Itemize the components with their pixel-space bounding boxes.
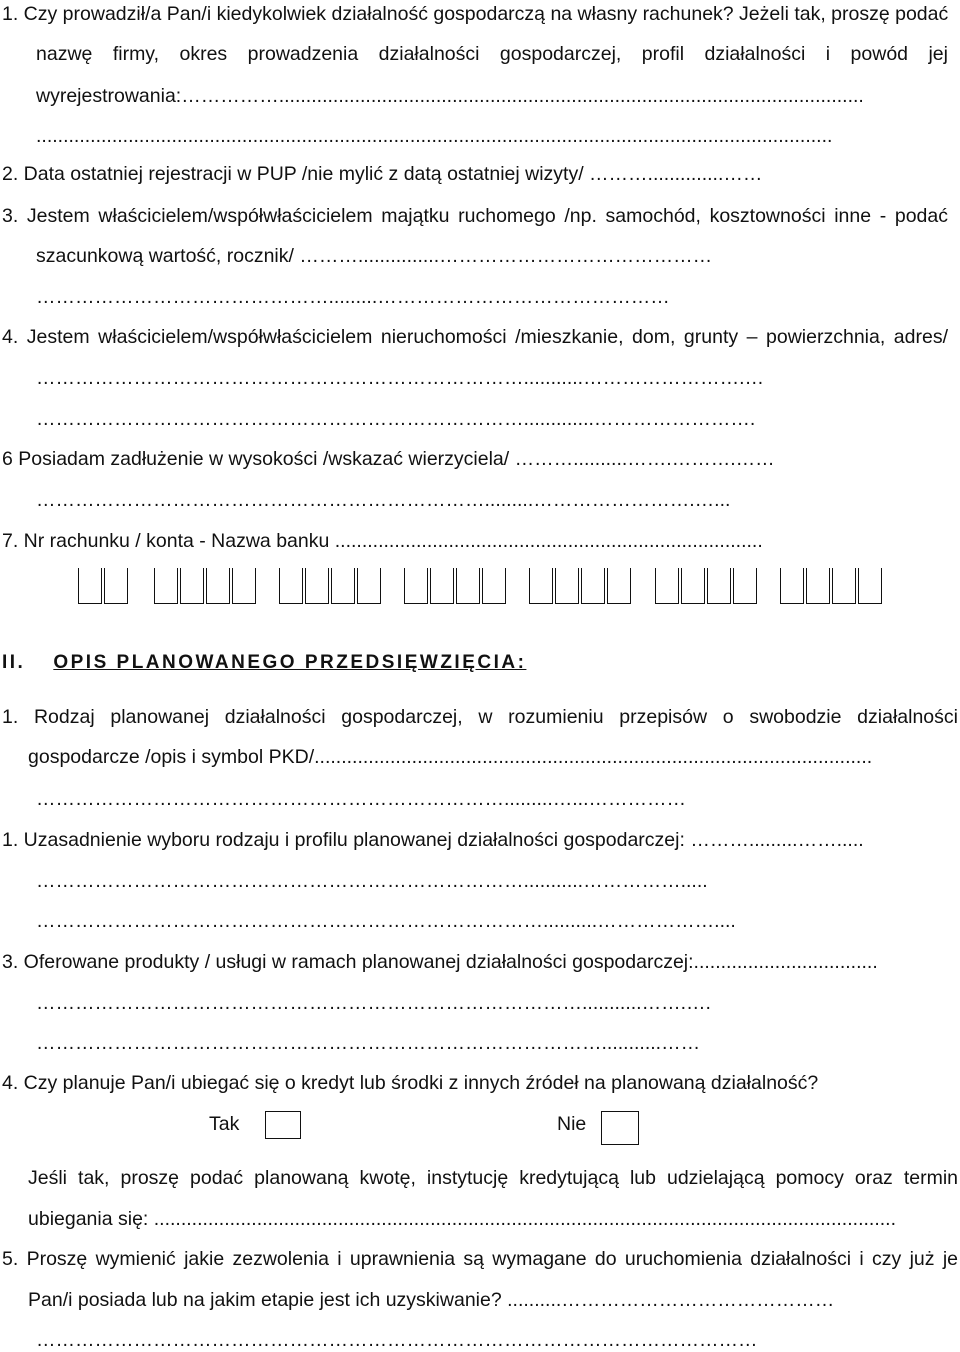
q3-line-1: 3. Jestem właścicielem/współwłaścicielem majątku ruchomego /np. samochód, kosztowności inne - podać (2, 205, 948, 227)
no-label: Nie (557, 1113, 587, 1135)
account-group-5[interactable] (529, 568, 633, 606)
section-heading (2, 652, 526, 674)
q6-answer-line[interactable]: …………………………………………………………….........…………………….…... (36, 489, 731, 511)
q1-line-1: 1. Czy prowadził/a Pan/i kiedykolwiek działalność gospodarczą na własny rachunek? Jeżeli tak, proszę podać (2, 3, 949, 25)
account-group-3[interactable] (279, 568, 383, 606)
q3-answer-line-2[interactable]: ……………………………………….........……………………………………… (36, 286, 670, 308)
yes-label: Tak (209, 1113, 240, 1135)
s5-line-1: 5. Proszę wymienić jakie zezwolenia i uprawnienia są wymagane do uruchomienia działalności i czy już je (2, 1248, 958, 1270)
yes-checkbox[interactable] (265, 1111, 301, 1139)
s1-line-2[interactable]: gospodarcze /opis i symbol PKD/....................................................................................................... (28, 746, 873, 768)
section-title: OPIS PLANOWANEGO PRZEDSIĘWZIĘCIA: (53, 652, 527, 673)
q1-answer-line-1[interactable]: wyrejestrowania:……………............................................................................................................ (36, 85, 864, 107)
q4-answer-line-1[interactable]: …………………………………………………………………...........…………………….… (36, 367, 765, 389)
no-checkbox[interactable] (601, 1111, 639, 1145)
s2-line-1[interactable]: 1. Uzasadnienie wyboru rodzaju i profilu planowanej działalności gospodarczej: ……….........……..... (2, 829, 864, 851)
account-group-6[interactable] (655, 568, 759, 606)
s2-answer-line-1[interactable]: …………………………………………………………………...........……………..... (36, 870, 708, 892)
s1-line-1: 1. Rodzaj planowanej działalności gospodarczej, w rozumieniu przepisów o swobodzie działalności (2, 706, 958, 728)
s3-answer-line-2[interactable]: ……………………………………………………………………………...........…… (36, 1032, 701, 1054)
q3-answer-line-1[interactable]: szacunkową wartość, rocznik/ ………...............…………………………………… (36, 245, 713, 267)
account-group-1[interactable] (78, 568, 132, 606)
q1-line-2: nazwę firmy, okres prowadzenia działalności gospodarczej, profil działalności i powód jej (36, 43, 948, 65)
s4-question: 4. Czy planuje Pan/i ubiegać się o kredyt lub środki z innych źródeł na planowaną działalność? (2, 1072, 819, 1094)
s2-answer-line-2[interactable]: ……………………………………………………………………..........……………….... (36, 910, 736, 932)
s5-answer-line[interactable]: ………………………………………………………………………………………………… (36, 1329, 758, 1351)
section-number: II. (2, 652, 26, 673)
s1-answer-line[interactable]: ……………………………………………………………….........…...…………… (36, 788, 687, 810)
s4-line-2: Jeśli tak, proszę podać planowaną kwotę, instytucję kredytującą lub udzielającą pomocy oraz termin (28, 1167, 958, 1189)
q7-line[interactable]: 7. Nr rachunku / konta - Nazwa banku ............................................................................... (2, 530, 763, 552)
s4-answer-line[interactable]: ubiegania się: ......................................................................................................................................... (28, 1208, 896, 1230)
q1-answer-line-2[interactable]: ................................................................................................................................................... (36, 125, 833, 147)
s3-line-1[interactable]: 3. Oferowane produkty / usługi w ramach planowanej działalności gospodarczej:.................................. (2, 951, 878, 973)
q4-line-1: 4. Jestem właścicielem/współwłaścicielem nieruchomości /mieszkanie, dom, grunty – powierzchnia, adres/ (2, 326, 948, 348)
s5-line-2[interactable]: Pan/i posiada lub na jakim etapie jest ich uzyskiwanie? ..........…………………………………… (28, 1289, 835, 1311)
q2-line[interactable]: 2. Data ostatniej rejestracji w PUP /nie mylić z datą ostatniej wizyty/ ………..............…… (2, 163, 763, 185)
q4-answer-line-2[interactable]: ………………………………………………………………….............……………………. (36, 408, 756, 430)
account-group-2[interactable] (154, 568, 258, 606)
s3-answer-line-1[interactable]: …………………………………………………………………………...........…….…. (36, 992, 711, 1014)
account-group-4[interactable] (404, 568, 508, 606)
account-group-7[interactable] (780, 568, 884, 606)
q6-line-1[interactable]: 6 Posiadam zadłużenie w wysokości /wskazać wierzyciela/ ………..........…….……….…… (2, 448, 775, 470)
